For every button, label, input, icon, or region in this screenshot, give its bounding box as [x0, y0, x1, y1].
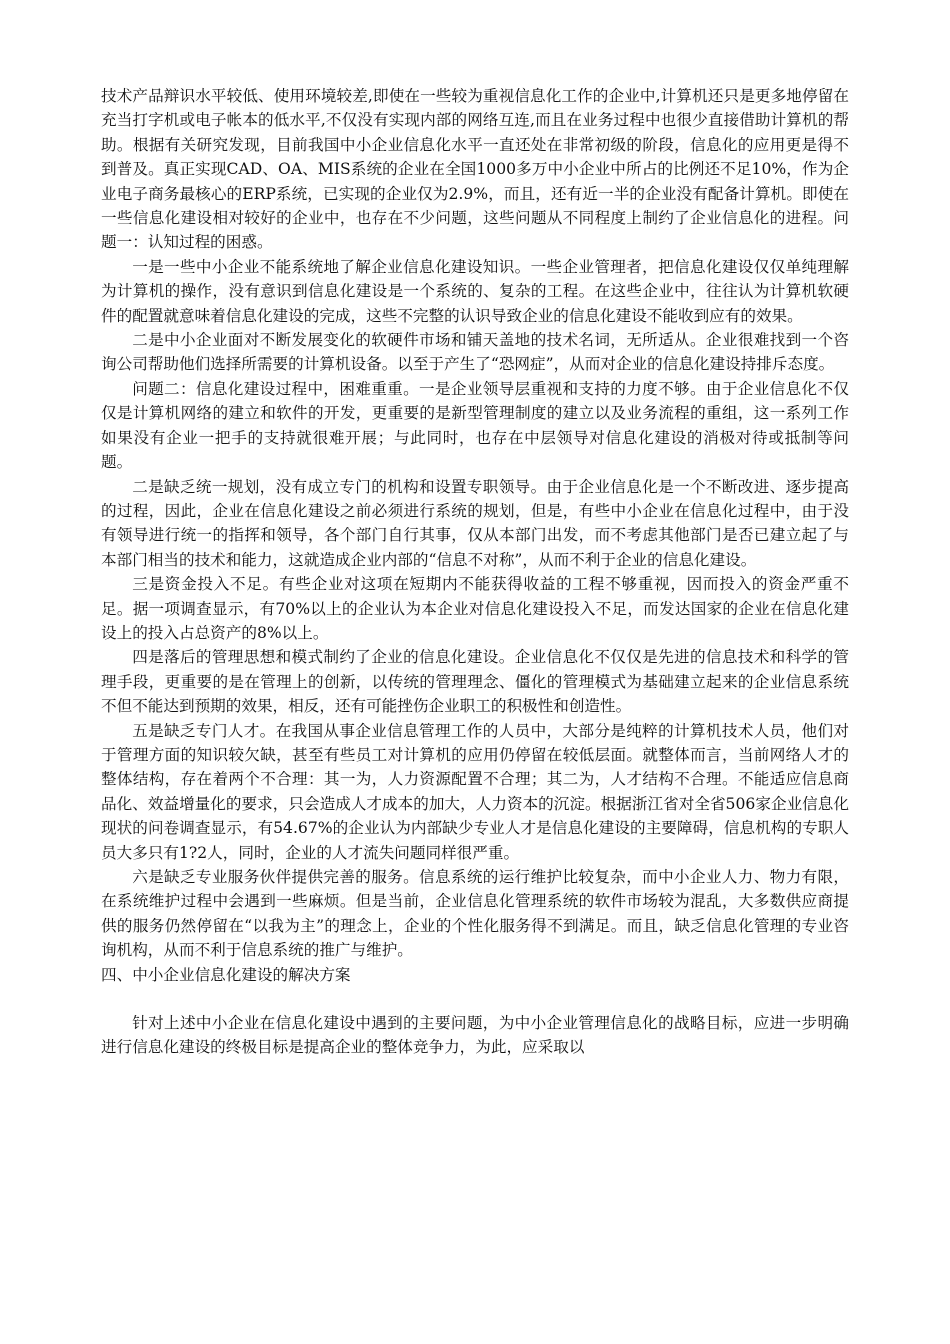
paragraph-management: 四是落后的管理思想和模式制约了企业的信息化建设。企业信息化不仅仅是先进的信息技术和科学的管理手段，更重要的是在管理上的创新，以传统的管理理念、僵化的管理模式为基础建立起来的企业信息系统不但不能达到预期的效果，相反，还有可能挫伤企业职工的积极性和创造性。: [101, 648, 849, 716]
paragraph-continuation: 技术产品辩识水平较低、使用环境较差,即使在一些较为重视信息化工作的企业中,计算机还只是更多地停留在充当打字机或电子帐本的低水平,不仅没有实现内部的网络互连,而且在业务过程中也很少直接借助计算机的帮助。根据有关研究发现，目前我国中小企业信息化水平一直还处在非常初级的阶段，信息化的应用更是得不到普及。真正实现CAD、OA、MIS系统的企业在全国1000多万中小企业中所占的比例还不足10%，作为企业电子商务最核心的ERP系统，已实现的企业仅为2.9%，而且，还有近一半的企业没有配备计算机。即使在一些信息化建设相对较好的企业中，也存在不少问题，这些问题从不同程度上制约了企业信息化的进程。问题一：认知过程的困惑。: [101, 87, 849, 252]
paragraph-funding: 三是资金投入不足。有些企业对这项在短期内不能获得收益的工程不够重视，因而投入的资金严重不足。据一项调查显示，有70%以上的企业认为本企业对信息化建设投入不足，而发达国家的企业在信息化建设上的投入占总资产的8%以上。: [101, 575, 849, 642]
document-page: [101, 84, 849, 1060]
paragraph-solution-intro: 针对上述中小企业在信息化建设中遇到的主要问题，为中小企业管理信息化的战略目标，应进一步明确进行信息化建设的终极目标是提高企业的整体竞争力，为此，应采取以: [101, 1014, 849, 1057]
section-heading: 四、中小企业信息化建设的解决方案: [101, 965, 351, 984]
paragraph-talent: 五是缺乏专门人才。在我国从事企业信息管理工作的人员中，大部分是纯粹的计算机技术人员，他们对于管理方面的知识较欠缺，甚至有些员工对计算机的应用仍停留在较低层面。就整体而言，当前网络人才的整体结构，存在着两个不合理：其一为，人力资源配置不合理；其二为，人才结构不合理。不能适应信息商品化、效益增量化的要求，只会造成人才成本的加大，人力资本的沉淀。根据浙江省对全省506家企业信息化现状的问卷调查显示，有54.67%的企业认为内部缺少专业人才是信息化建设的主要障碍，信息机构的专职人员大多只有1?2人，同时，企业的人才流失问题同样很严重。: [101, 721, 849, 862]
paragraph-service: 六是缺乏专业服务伙伴提供完善的服务。信息系统的运行维护比较复杂，而中小企业人力、物力有限，在系统维护过程中会遇到一些麻烦。但是当前，企业信息化管理系统的软件市场较为混乱，大多数供应商提供的服务仍然停留在“以我为主”的理念上，企业的个性化服务得不到满足。而且，缺乏信息化管理的专业咨询机构，从而不利于信息系统的推广与维护。: [101, 868, 849, 960]
spacer: [101, 987, 849, 1011]
paragraph-problem-2: 问题二：信息化建设过程中，困难重重。一是企业领导层重视和支持的力度不够。由于企业信息化不仅仅是计算机网络的建立和软件的开发，更重要的是新型管理制度的建立以及业务流程的重组，这一系列工作如果没有企业一把手的支持就很难开展；与此同时，也存在中层领导对信息化建设的消极对待或抵制等问题。: [101, 379, 849, 472]
paragraph-point-1: 一是一些中小企业不能系统地了解企业信息化建设知识。一些企业管理者，把信息化建设仅仅单纯理解为计算机的操作，没有意识到信息化建设是一个系统的、复杂的工程。在这些企业中，往往认为计算机软硬件的配置就意味着信息化建设的完成，这些不完整的认识导致企业的信息化建设不能收到应有的效果。: [101, 257, 849, 325]
paragraph-point-2: 二是中小企业面对不断发展变化的软硬件市场和铺天盖地的技术名词，无所适从。企业很难找到一个咨询公司帮助他们选择所需要的计算机设备。以至于产生了“恐网症”，从而对企业的信息化建设持排斥态度。: [101, 331, 849, 374]
paragraph-planning: 二是缺乏统一规划，没有成立专门的机构和设置专职领导。由于企业信息化是一个不断改进、逐步提高的过程，因此，企业在信息化建设之前必须进行系统的规划，但是，有些中小企业在信息化过程中，由于没有领导进行统一的指挥和领导，各个部门自行其事，仅从本部门出发，而不考虑其他部门是否已建立起了与本部门相当的技术和能力，这就造成企业内部的“信息不对称”，从而不利于企业的信息化建设。: [101, 477, 849, 569]
